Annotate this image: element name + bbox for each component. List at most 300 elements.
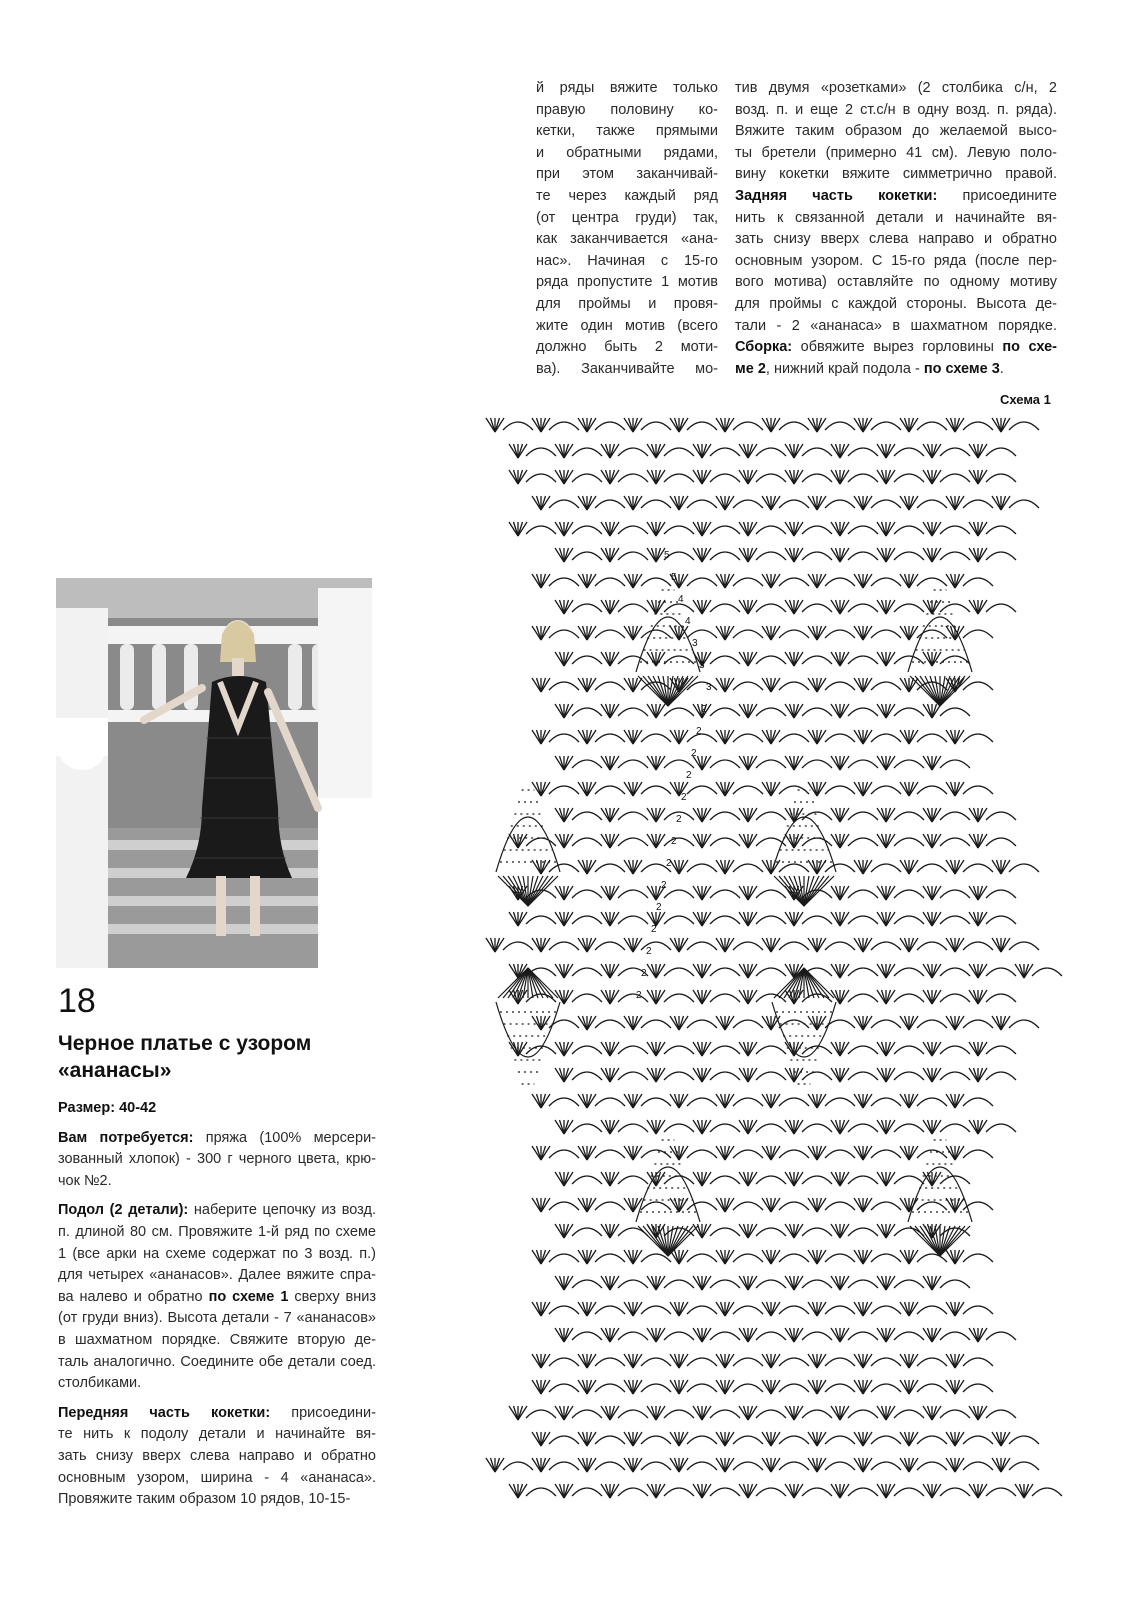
fan-motif [647,444,694,458]
fan-motif [601,600,648,614]
fan-motif [693,1172,740,1186]
fan-motif [555,1328,602,1342]
fan-motif [624,418,671,432]
fan-motif [532,1250,579,1264]
fan-motif [555,600,602,614]
fan-motif [670,574,717,588]
fan-motif [716,1016,763,1030]
fan-motif [532,1354,579,1368]
fan-motif [854,496,901,510]
fan-motif [509,1406,556,1420]
fan-motif [785,522,832,536]
text-line: для проймы и провя- [536,295,718,312]
text-line: вину кокетки вяжите симметрично правой. [735,166,1057,183]
fan-motif [992,1432,1039,1446]
fan-motif [923,912,970,926]
fan-motif [555,1172,602,1186]
fan-motif [877,600,924,614]
fan-motif [601,444,648,458]
fan-motif [693,964,740,978]
fan-motif [854,782,901,796]
fan-motif [555,964,602,978]
fan-motif [762,938,809,952]
fan-motif [762,678,809,692]
fan-motif [762,418,809,432]
fan-motif [831,1042,878,1056]
fan-motif [532,1094,579,1108]
fan-motif [923,808,970,822]
fan-motif [716,1250,763,1264]
fan-motif [693,1042,740,1056]
fan-motif [670,1016,717,1030]
fan-motif [601,1068,648,1082]
fan-motif [831,1328,878,1342]
pineapple-motif [496,790,560,906]
fan-motif [923,1120,970,1134]
fan-motif [854,1380,901,1394]
text-line: тали - 2 «ананаса» в шахматном порядке. [735,317,1057,334]
text-column-left [58,1098,376,1519]
fan-motif [647,1276,694,1290]
fan-motif [739,1042,786,1056]
fan-motif [624,1458,671,1472]
row-number: 2 [701,704,707,715]
text-line: ме 2, нижний край подола - по схеме 3. [735,360,1004,377]
text-line: нить к связанной детали и начинайте вя- [735,209,1057,226]
fan-motif [624,496,671,510]
fan-motif [785,470,832,484]
fan-motif [739,522,786,536]
fan-motif [739,1120,786,1134]
crochet-diagram [432,402,1064,1512]
fan-motif [578,938,625,952]
fan-motif [900,730,947,744]
fan-motif [647,1172,694,1186]
fan-motif [831,444,878,458]
fan-motif [578,1250,625,1264]
fan-motif [532,496,579,510]
row-number: 3 [699,660,705,671]
fan-motif [900,1432,947,1446]
fan-motif [808,626,855,640]
fan-motif [693,1068,740,1082]
row-number: 5 [671,572,677,583]
fan-motif [762,1198,809,1212]
fan-motif [900,782,947,796]
fan-motif [601,1484,648,1498]
fan-motif [946,626,993,640]
fan-motif [900,574,947,588]
text-line: ва). Заканчивайте мо- [536,360,718,377]
fan-motif [532,678,579,692]
fan-motif [647,1068,694,1082]
fan-motif [716,1198,763,1212]
fan-motif [969,886,1016,900]
fan-motif [785,1328,832,1342]
front-yoke-label: Передняя часть кокетки: [58,1404,271,1421]
fan-motif [946,782,993,796]
fan-motif [923,834,970,848]
fan-motif [992,496,1039,510]
fan-motif [831,912,878,926]
row-number: 2 [636,990,642,1001]
fan-motif [624,1432,671,1446]
fan-motif [900,1016,947,1030]
fan-motif [624,730,671,744]
fan-motif [486,938,533,952]
fan-motif [854,1016,901,1030]
fan-motif [739,652,786,666]
fan-motif [854,1146,901,1160]
fan-motif [923,1042,970,1056]
fan-motif [854,678,901,692]
text-line: для проймы с каждой стороны. Высота де- [735,295,1057,312]
fan-motif [900,1302,947,1316]
row-number: 2 [686,770,692,781]
fan-motif [969,912,1016,926]
fan-motif [808,1146,855,1160]
fan-motif [946,1250,993,1264]
fan-motif [670,1146,717,1160]
fan-motif [854,1354,901,1368]
fan-motif [854,1432,901,1446]
fan-motif [693,522,740,536]
fan-motif [969,1328,1016,1342]
fan-motif [578,1094,625,1108]
fan-motif [555,470,602,484]
fan-motif [532,938,579,952]
fan-motif [946,496,993,510]
fan-motif [877,1068,924,1082]
row-number: 2 [681,792,687,803]
fan-motif [831,886,878,900]
fan-motif [831,522,878,536]
fan-motif [647,704,694,718]
fan-motif [532,730,579,744]
fan-motif [739,1276,786,1290]
fan-motif [854,938,901,952]
fan-motif [762,730,809,744]
diagram-numbers [636,550,712,1001]
fan-motif [831,704,878,718]
fan-motif [578,574,625,588]
fan-motif [900,1146,947,1160]
fan-motif [555,1484,602,1498]
fan-motif [693,912,740,926]
fan-motif [923,1406,970,1420]
fan-motif [601,912,648,926]
fan-motif [808,418,855,432]
fan-motif [762,1458,809,1472]
fan-motif [854,730,901,744]
fan-motif [969,548,1016,562]
back-yoke-line: Задняя часть кокетки: присоедините [735,187,1057,204]
fan-motif [762,1146,809,1160]
fan-motif [808,1380,855,1394]
fan-motif [923,522,970,536]
fan-motif [946,1094,993,1108]
fan-motif [555,990,602,1004]
materials-label: Вам потребуется: [58,1129,194,1146]
title-line: Черное платье с узором [58,1032,312,1055]
fan-motif [969,808,1016,822]
fan-motif [532,626,579,640]
fan-motif [509,444,556,458]
fan-motif [739,808,786,822]
fan-motif [831,1406,878,1420]
fan-motif [854,418,901,432]
fan-motif [854,626,901,640]
fan-motif [647,1406,694,1420]
fan-motif [670,1198,717,1212]
row-number: 2 [641,968,647,979]
row-number: 2 [661,880,667,891]
fan-motif [1015,1484,1062,1498]
fan-motif [831,834,878,848]
fan-motif [716,626,763,640]
fan-motif [785,548,832,562]
fan-motif [946,1458,993,1472]
fan-motif [900,860,947,874]
row-number: 5 [664,550,670,561]
fan-motif [716,1146,763,1160]
fan-motif [670,1302,717,1316]
fan-motif [992,1458,1039,1472]
fan-motif [578,782,625,796]
fan-motif [877,652,924,666]
fan-motif [693,1120,740,1134]
text-line: нас». Начиная с 15-го [536,252,718,269]
fan-motif [647,1328,694,1342]
fan-motif [923,990,970,1004]
text-line: возд. п. и еще 2 ст.с/н в одну возд. п. ряда). [735,101,1057,118]
fan-motif [877,1224,924,1238]
text-line: правую половину ко- [536,101,718,118]
fan-motif [831,990,878,1004]
fan-motif [532,1302,579,1316]
fan-motif [877,912,924,926]
fan-motif [969,1042,1016,1056]
fan-motif [716,860,763,874]
size-value: 40-42 [115,1100,157,1116]
dress-photo [56,578,372,968]
fan-motif [854,1458,901,1472]
fan-motif [716,418,763,432]
fan-motif [785,1172,832,1186]
fan-motif [486,418,533,432]
fan-motif [624,782,671,796]
row-number: 3 [706,682,712,693]
fan-motif [555,808,602,822]
fan-motif [762,496,809,510]
fan-motif [877,886,924,900]
fan-motif [601,548,648,562]
fan-motif [808,730,855,744]
fan-motif [923,1276,970,1290]
fan-motif [555,1406,602,1420]
fan-motif [601,1328,648,1342]
row-number: 2 [696,726,702,737]
fan-motif [877,834,924,848]
fan-motif [946,1380,993,1394]
fan-motif [923,470,970,484]
fan-motif [555,756,602,770]
text-line: те через каждый ряд [536,187,718,204]
fan-motif [831,600,878,614]
fan-motif [670,1380,717,1394]
fan-motif [739,1224,786,1238]
fan-motif [716,1380,763,1394]
fan-motif [831,548,878,562]
fan-motif [808,496,855,510]
fan-motif [716,782,763,796]
fan-motif [762,574,809,588]
fan-motif [946,574,993,588]
fan-motif [693,808,740,822]
fan-motif [739,1172,786,1186]
fan-motif [923,1484,970,1498]
fan-motif [624,1146,671,1160]
fan-motif [969,1120,1016,1134]
fan-motif [739,756,786,770]
fan-motif [739,1328,786,1342]
fan-motif [670,1432,717,1446]
text-column-right [735,78,1057,380]
fan-motif [923,704,970,718]
fan-motif [578,626,625,640]
fan-motif [969,964,1016,978]
fan-motif [831,756,878,770]
fan-motif [969,522,1016,536]
fan-motif [808,574,855,588]
text-line: зать снизу вверх слева направо и обратно [735,231,1057,248]
fan-motif [670,782,717,796]
fan-motif [555,834,602,848]
fan-motif [555,1068,602,1082]
fan-motif [785,912,832,926]
fan-motif [555,1120,602,1134]
fan-motif [509,1484,556,1498]
fan-motif [739,834,786,848]
fan-motif [555,1276,602,1290]
fan-motif [693,444,740,458]
fan-motif [854,860,901,874]
fan-motif [900,1458,947,1472]
front-yoke-paragraph: Передняя часть кокетки: присоедини- те нить к подолу детали и начинайте вя- зать снизу вверх слева направо и обратно основным узором, ширина - 4 «ананаса». Провяжите таким образом 10 рядов, 10-15- [58,1404,376,1508]
fan-motif [716,730,763,744]
fan-motif [578,730,625,744]
fan-motif [670,730,717,744]
fan-motif [555,548,602,562]
fan-motif [555,444,602,458]
fan-motif [877,704,924,718]
fan-motif [601,1172,648,1186]
fan-motif [624,860,671,874]
fan-motif [624,574,671,588]
fan-motif [900,626,947,640]
fan-motif [578,1302,625,1316]
scheme-label: Схема 1 [1000,392,1051,407]
fan-motif [923,444,970,458]
fan-motif [785,1276,832,1290]
fan-motif [785,444,832,458]
fan-motif [601,1042,648,1056]
text-line: Вяжите таким образом до желаемой высо- [735,123,1057,140]
fan-motif [877,1172,924,1186]
fan-motif [716,1302,763,1316]
fan-motif [877,964,924,978]
fan-motif [877,756,924,770]
fan-motif [647,808,694,822]
fan-motif [601,522,648,536]
fan-motif [601,1406,648,1420]
fan-motif [578,1146,625,1160]
fan-motif [578,1016,625,1030]
fan-motif [831,808,878,822]
fan-motif [578,496,625,510]
fan-motif [969,470,1016,484]
fan-motif [578,1198,625,1212]
fan-motif [647,1120,694,1134]
fan-motif [555,912,602,926]
fan-motif [900,418,947,432]
fan-motif [808,1458,855,1472]
fan-motif [877,1120,924,1134]
fan-motif [624,1198,671,1212]
back-yoke-label: Задняя часть кокетки: [735,187,938,204]
fan-motif [739,1068,786,1082]
fan-motif [670,1094,717,1108]
fan-motif [739,1484,786,1498]
fan-motif [923,886,970,900]
fan-motif [946,1146,993,1160]
fan-motif [808,1198,855,1212]
fan-motif [601,1276,648,1290]
text-line: жите один мотив (всего [536,317,718,334]
fan-motif [624,1302,671,1316]
diagram-fans [486,418,1062,1498]
text-line: основным узором. С 15-го ряда (после пер- [735,252,1057,269]
fan-motif [785,1406,832,1420]
fan-motif [877,444,924,458]
dress-title [58,1030,311,1084]
pineapple-motif [772,790,836,906]
fan-motif [716,938,763,952]
fan-motif [785,652,832,666]
fan-motif [693,600,740,614]
assembly-label: Сборка: [735,339,793,356]
fan-motif [831,1172,878,1186]
fan-motif [946,1016,993,1030]
pineapple-motif [636,590,700,706]
fan-motif [532,1198,579,1212]
fan-motif [693,1406,740,1420]
fan-motif [992,1016,1039,1030]
fan-motif [739,600,786,614]
fan-motif [877,1276,924,1290]
fan-motif [992,418,1039,432]
fan-motif [555,1042,602,1056]
row-number: 4 [685,616,691,627]
fan-motif [877,1042,924,1056]
fan-motif [555,704,602,718]
fan-motif [555,1224,602,1238]
fan-motif [969,600,1016,614]
fan-motif [578,1380,625,1394]
fan-motif [831,1120,878,1134]
fan-motif [578,1354,625,1368]
fan-motif [532,574,579,588]
